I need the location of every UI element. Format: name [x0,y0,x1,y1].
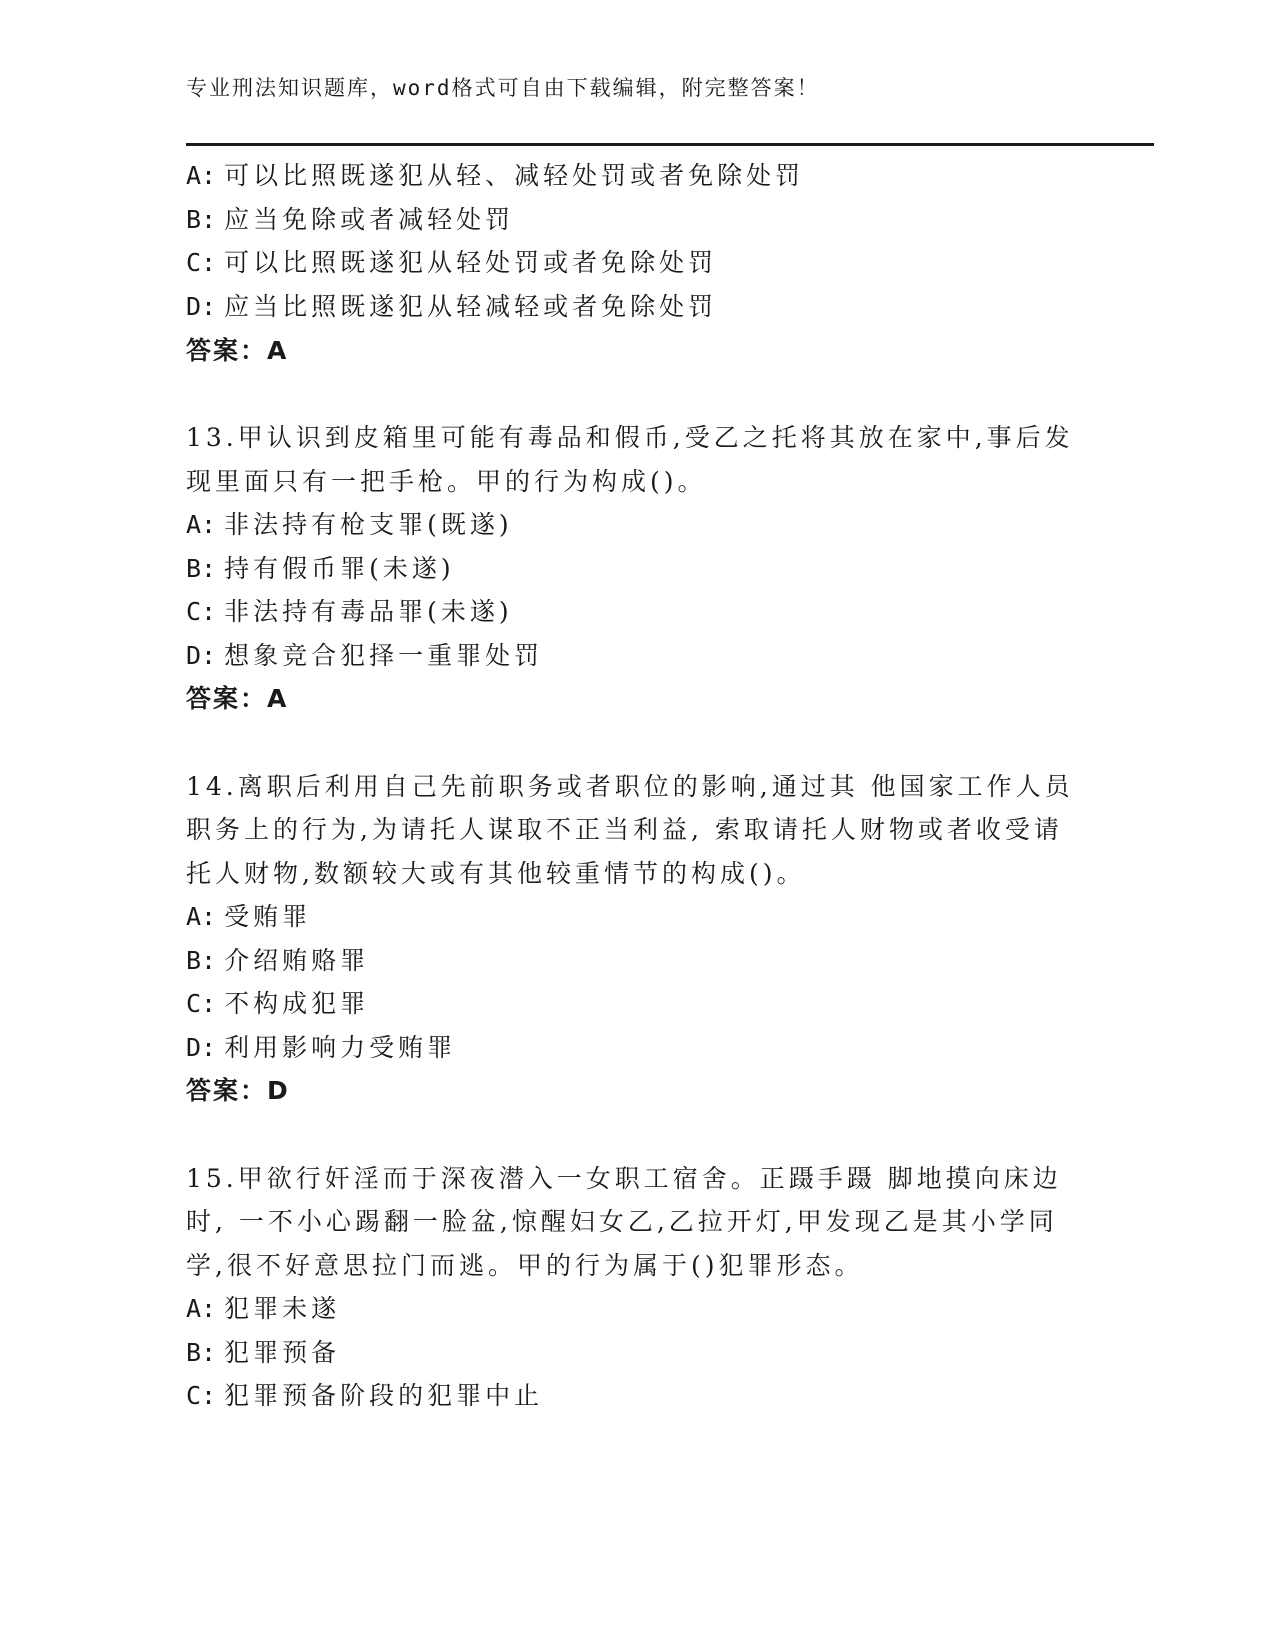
option-text: 应当比照既遂犯从轻减轻或者免除处罚 [224,292,718,321]
q13-option-a [186,505,513,541]
option-text: 想象竞合犯择一重罪处罚 [224,641,544,670]
q14-stem-line-2: 职务上的行为,为请托人谋取不正当利益, 索取请托人财物或者收受请 [186,815,1063,844]
option-key: C: [186,248,217,277]
option-key: A: [186,510,217,539]
option-key: A: [186,902,217,931]
option-key: B: [186,205,217,234]
option-text: 犯罪预备 [224,1338,341,1367]
option-key: B: [186,946,217,975]
q13-stem-line-1: 13.甲认识到皮箱里可能有毒品和假币,受乙之托将其放在家中,事后发 [186,423,1074,452]
option-text: 利用影响力受贿罪 [224,1033,457,1062]
q15-option-b [186,1333,340,1369]
option-key: D: [186,641,217,670]
page-header: 专业刑法知识题库，word格式可自由下载编辑，附完整答案！ [186,76,820,100]
q13-answer: 答案：A [186,684,289,713]
option-key: D: [186,292,217,321]
option-text: 犯罪预备阶段的犯罪中止 [224,1381,544,1410]
q14-option-c [186,984,369,1020]
option-text: 不构成犯罪 [224,989,370,1018]
option-key: B: [186,554,217,583]
option-key: B: [186,1338,217,1367]
q12-option-d [186,287,717,323]
option-text: 可以比照既遂犯从轻、减轻处罚或者免除处罚 [224,161,805,190]
option-key: D: [186,1033,217,1062]
option-text: 非法持有毒品罪(未遂) [224,597,513,626]
option-text: 应当免除或者减轻处罚 [224,205,515,234]
q12-answer: 答案：A [186,336,289,365]
q13-option-d [186,636,543,672]
q15-option-a [186,1289,340,1325]
option-text: 受贿罪 [224,902,312,931]
q12-option-c [186,243,717,279]
option-key: C: [186,597,217,626]
q15-stem-line-1: 15.甲欲行奸淫而于深夜潜入一女职工宿舍。正蹑手蹑 脚地摸向床边 [186,1164,1062,1193]
q12-option-b [186,200,514,236]
q14-option-b [186,941,369,977]
option-key: A: [186,161,217,190]
q14-option-a [186,897,311,933]
q15-stem-line-3: 学,很不好意思拉门而逃。甲的行为属于()犯罪形态。 [186,1251,864,1280]
q13-option-b [186,549,455,585]
q14-answer: 答案：D [186,1076,290,1105]
option-key: A: [186,1294,217,1323]
q14-stem-line-1: 14.离职后利用自己先前职务或者职位的影响,通过其 他国家工作人员 [186,772,1074,801]
q15-stem-line-2: 时, 一不小心踢翻一脸盆,惊醒妇女乙,乙拉开灯,甲发现乙是其小学同 [186,1207,1058,1236]
q12-option-a [186,156,804,192]
option-key: C: [186,1381,217,1410]
option-text: 可以比照既遂犯从轻处罚或者免除处罚 [224,248,718,277]
q14-stem-line-3: 托人财物,数额较大或有其他较重情节的构成()。 [186,859,806,888]
header-divider [186,143,1154,146]
option-text: 非法持有枪支罪(既遂) [224,510,513,539]
q13-stem-line-2: 现里面只有一把手枪。甲的行为构成()。 [186,467,707,496]
option-text: 持有假币罪(未遂) [224,554,455,583]
option-text: 介绍贿赂罪 [224,946,370,975]
q15-option-c [186,1376,543,1412]
q14-option-d [186,1028,456,1064]
option-text: 犯罪未遂 [224,1294,341,1323]
option-key: C: [186,989,217,1018]
q13-option-c [186,592,513,628]
